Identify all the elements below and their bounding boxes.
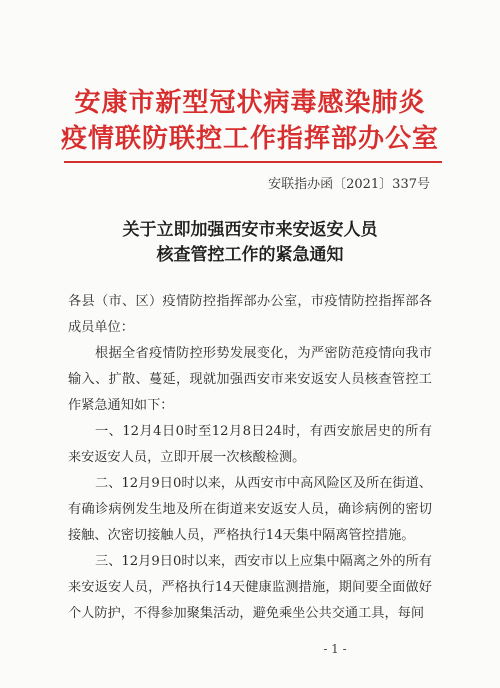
document-title-line-2: 核查管控工作的紧急通知: [156, 245, 344, 265]
page-number: - 1 -: [323, 642, 347, 656]
document-title-line-1: 关于立即加强西安市来安返安人员: [122, 220, 378, 240]
issuer-header-line-2: 疫情联防联控工作指挥部办公室: [60, 124, 439, 154]
issuer-header-line-1: 安康市新型冠状病毒感染肺炎: [74, 88, 426, 118]
document-number: 安联指办函〔2021〕337号: [268, 177, 430, 192]
item-one-paragraph: 一、12月4日0时至12月8日24时，有西安旅居史的所有来安返安人员，立即开展一次核酸检测。: [68, 424, 432, 465]
item-two-paragraph: 二、12月9日0时以来，从西安市中高风险区及所在街道、有确诊病例发生地及所在街道来安返安人员，确诊病例的密切接触、次密切接触人员，严格执行14天集中隔离管控措施。: [68, 476, 432, 543]
red-divider-line: [64, 161, 442, 163]
addressee: 各县（市、区）疫情防控指挥部办公室，市疫情防控指挥部各成员单位：: [68, 294, 432, 335]
intro-paragraph: 根据全省疫情防控形势发展变化，为严密防范疫情向我市输入、扩散、蔓延，现就加强西安市来安返安人员核查管控工作紧急通知如下：: [68, 346, 432, 413]
item-three-paragraph: 三、12月9日0时以来，西安市以上应集中隔离之外的所有来安返安人员，严格执行14天健康监测措施，期间要全面做好个人防护，不得参加聚集活动，避免乘坐公共交通工具，每间: [68, 554, 432, 621]
